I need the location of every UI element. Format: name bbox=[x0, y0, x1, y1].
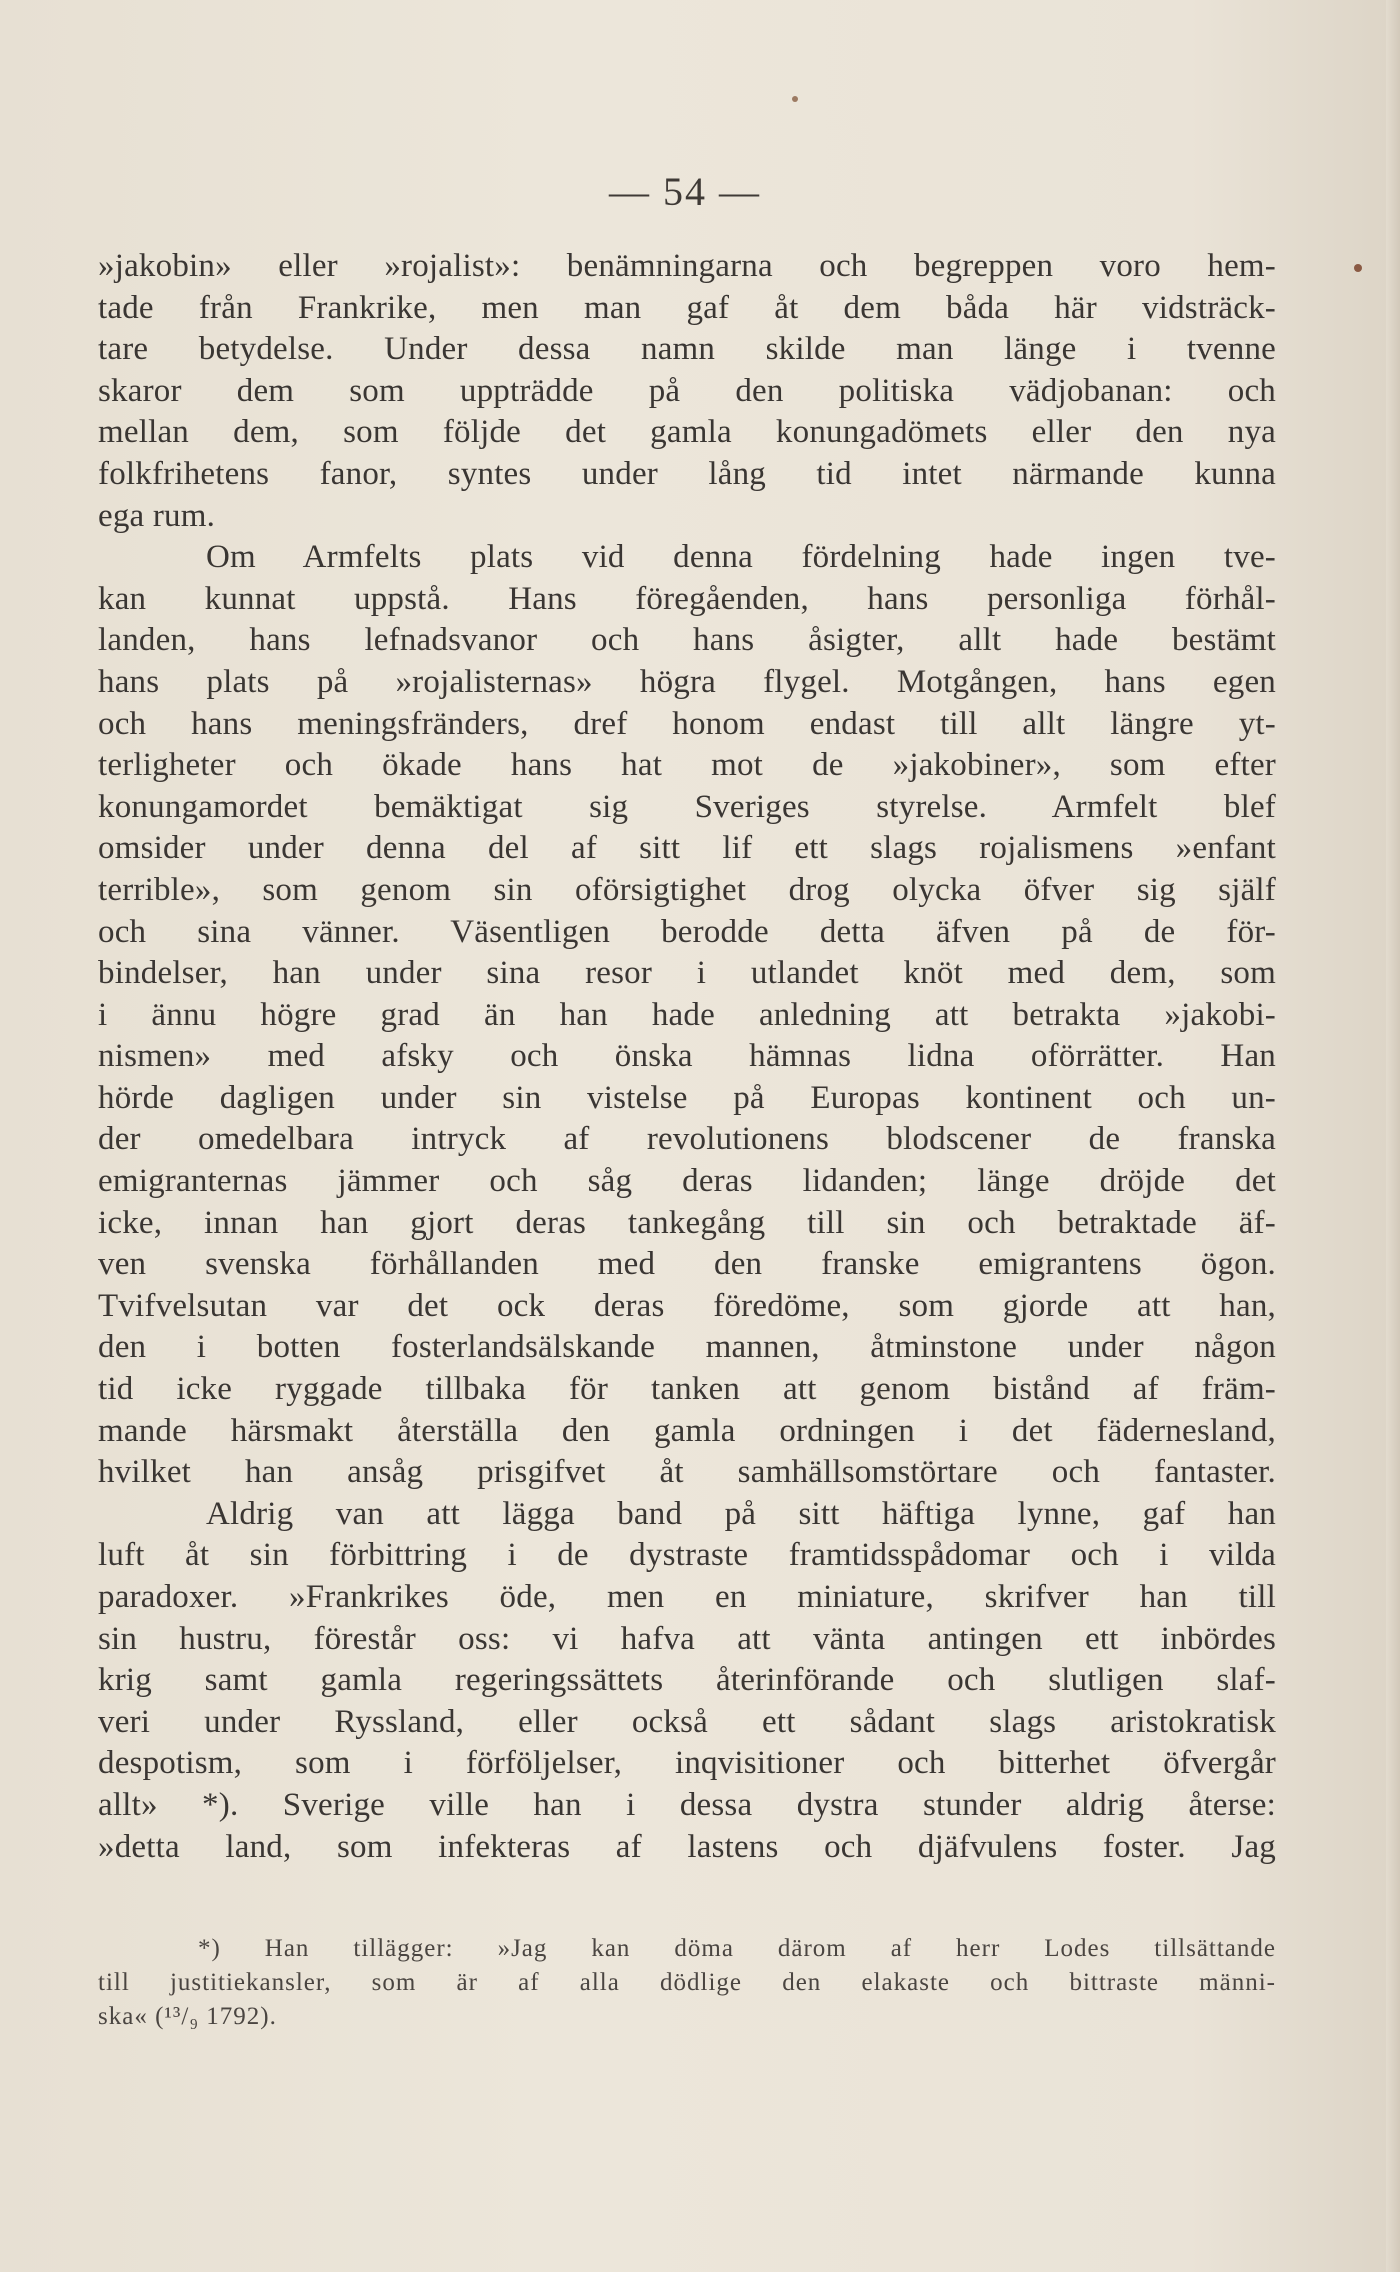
text-line: der omedelbara intryck af revolutionens blodscener de franska bbox=[98, 1121, 1276, 1158]
text-line: hans plats på »rojalisternas» högra flygel. Motgången, hans egen bbox=[98, 663, 1276, 700]
text-line: tid icke ryggade tillbaka för tanken att genom bistånd af främ- bbox=[98, 1371, 1276, 1408]
text-line: sin hustru, förestår oss: vi hafva att vänta antingen ett inbördes bbox=[98, 1620, 1276, 1657]
text-line: hvilket han ansåg prisgifvet åt samhällsomstörtare och fantaster. bbox=[98, 1454, 1276, 1491]
text-line: och hans meningsfränders, dref honom endast till allt längre yt- bbox=[98, 705, 1276, 742]
text-line: terligheter och ökade hans hat mot de »jakobiner», som efter bbox=[98, 747, 1276, 784]
text-line: konungamordet bemäktigat sig Sveriges styrelse. Armfelt blef bbox=[98, 788, 1276, 825]
text-line: skaror dem som uppträdde på den politiska vädjobanan: och bbox=[98, 372, 1276, 409]
footnote-line: *) Han tillägger: »Jag kan döma därom af herr Lodes tillsättande bbox=[198, 1935, 1276, 1962]
body-text bbox=[98, 246, 1276, 1868]
text-line: folkfrihetens fanor, syntes under lång tid intet närmande kunna bbox=[98, 455, 1276, 492]
text-line: despotism, som i förföljelser, inqvisitioner och bitterhet öfvergår bbox=[98, 1745, 1276, 1782]
text-line: tare betydelse. Under dessa namn skilde man länge i tvenne bbox=[98, 331, 1276, 368]
text-line: mellan dem, som följde det gamla konungadömets eller den nya bbox=[98, 414, 1276, 451]
text-line: ven svenska förhållanden med den franske emigrantens ögon. bbox=[98, 1246, 1276, 1283]
text-line: allt» *). Sverige ville han i dessa dystra stunder aldrig återse: bbox=[98, 1786, 1276, 1823]
text-line: kan kunnat uppstå. Hans föregåenden, hans personliga förhål- bbox=[98, 580, 1276, 617]
margin-mark bbox=[1354, 264, 1362, 272]
text-line: Tvifvelsutan var det ock deras föredöme, som gjorde att han, bbox=[98, 1287, 1276, 1324]
text-line: veri under Ryssland, eller också ett sådant slags aristokratisk bbox=[98, 1703, 1276, 1740]
text-line: nismen» med afsky och önska hämnas lidna oförrätter. Han bbox=[98, 1038, 1276, 1075]
text-line: hörde dagligen under sin vistelse på Europas kontinent och un- bbox=[98, 1079, 1276, 1116]
text-line: emigranternas jämmer och såg deras lidanden; länge dröjde det bbox=[98, 1163, 1276, 1200]
text-line: ega rum. bbox=[98, 497, 216, 534]
text-line: landen, hans lefnadsvanor och hans åsigter, allt hade bestämt bbox=[98, 622, 1276, 659]
text-line: luft åt sin förbittring i de dystraste framtidsspådomar och i vilda bbox=[98, 1537, 1276, 1574]
text-line-paragraph-start: Om Armfelts plats vid denna fördelning hade ingen tve- bbox=[206, 539, 1276, 576]
text-line: »detta land, som infekteras af lastens och djäfvulens foster. Jag bbox=[98, 1828, 1276, 1865]
text-line-paragraph-start: Aldrig van att lägga band på sitt häftiga lynne, gaf han bbox=[206, 1495, 1276, 1532]
text-line: krig samt gamla regeringssättets återinförande och slutligen slaf- bbox=[98, 1662, 1276, 1699]
text-line: den i botten fosterlandsälskande mannen, åtminstone under någon bbox=[98, 1329, 1276, 1366]
text-line: »jakobin» eller »rojalist»: benämningarna och begreppen voro hem- bbox=[98, 248, 1276, 284]
text-line: icke, innan han gjort deras tankegång till sin och betraktade äf- bbox=[98, 1204, 1276, 1241]
text-line: omsider under denna del af sitt lif ett slags rojalismens »enfant bbox=[98, 830, 1276, 867]
text-line: och sina vänner. Väsentligen berodde detta äfven på de för- bbox=[98, 913, 1276, 950]
footnote bbox=[98, 1932, 1276, 2034]
footnote-line: ska« (¹³/₉ 1792). bbox=[98, 2003, 277, 2030]
page-number: — 54 — bbox=[609, 169, 761, 214]
text-line: terrible», som genom sin oförsigtighet drog olycka öfver sig själf bbox=[98, 871, 1276, 908]
page-edge bbox=[1386, 0, 1400, 2272]
text-line: i ännu högre grad än han hade anledning att betrakta »jakobi- bbox=[98, 996, 1276, 1033]
ink-speck bbox=[792, 96, 798, 102]
text-line: tade från Frankrike, men man gaf åt dem båda här vidsträck- bbox=[98, 289, 1276, 326]
text-line: paradoxer. »Frankrikes öde, men en miniature, skrifver han till bbox=[98, 1579, 1276, 1615]
text-line: mande härsmakt återställa den gamla ordningen i det fädernesland, bbox=[98, 1412, 1276, 1449]
text-line: bindelser, han under sina resor i utlandet knöt med dem, som bbox=[98, 955, 1276, 992]
footnote-line: till justitiekansler, som är af alla dödlige den elakaste och bittraste männi- bbox=[98, 1969, 1276, 1996]
